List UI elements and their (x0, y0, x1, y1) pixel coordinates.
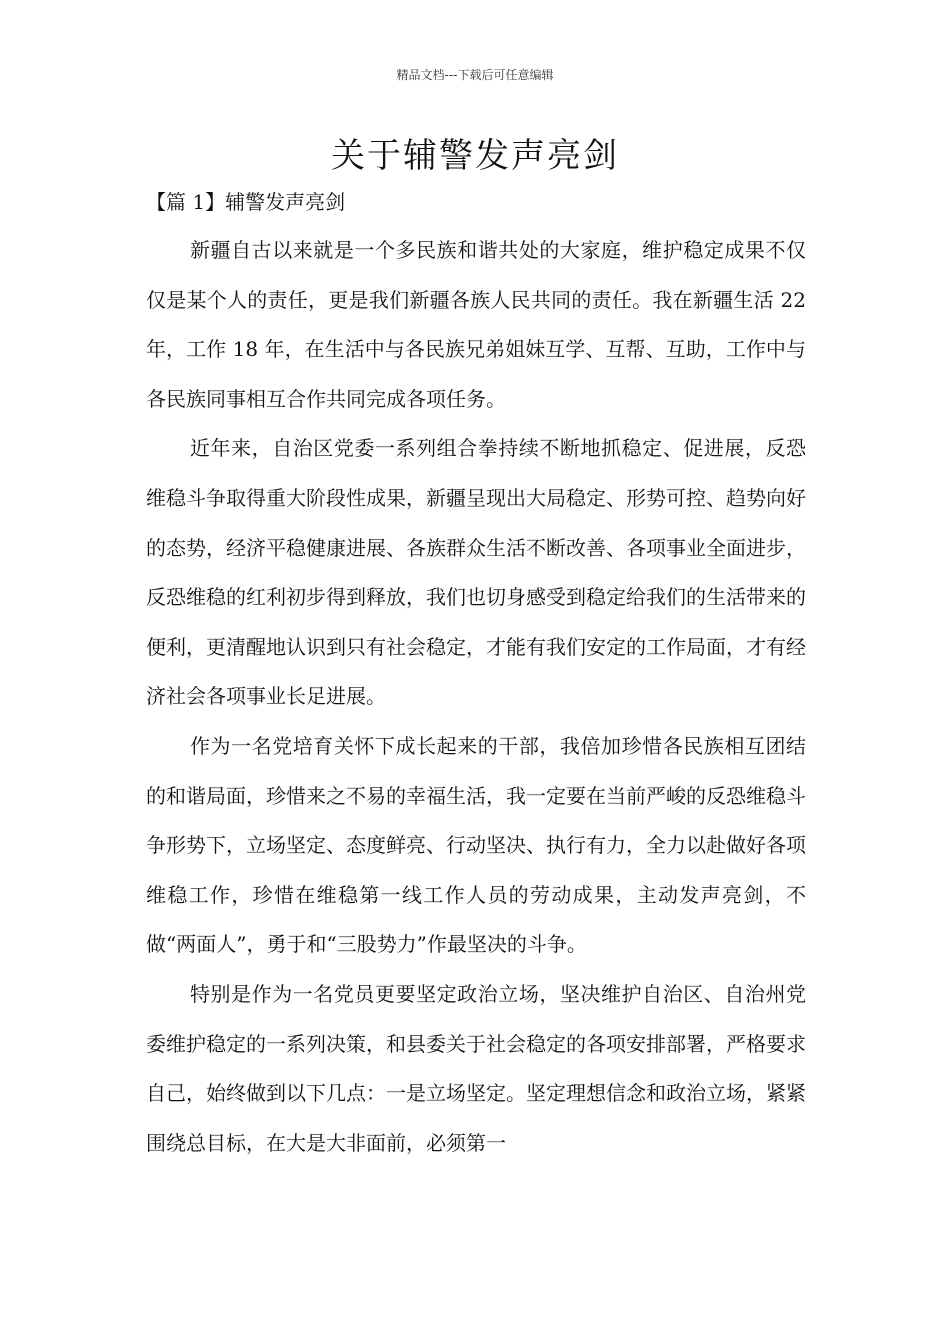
section-heading: 【篇 1】辅警发声亮剑 (146, 190, 346, 214)
paragraph: 作为一名党培育关怀下成长起来的干部，我倍加珍惜各民族相互团结的和谐局面，珍惜来之不易的幸福生活，我一定要在当前严峻的反恐维稳斗争形势下，立场坚定、态度鲜亮、行动坚决、执行有力，全力以赴做好各项维稳工作，珍惜在维稳第一线工作人员的劳动成果，主动发声亮剑，不做“两面人”，勇于和“三股势力”作最坚决的斗争。 (146, 733, 806, 957)
paragraph: 新疆自古以来就是一个多民族和谐共处的大家庭，维护稳定成果不仅仅是某个人的责任，更是我们新疆各族人民共同的责任。我在新疆生活 22 年，工作 18 年，在生活中与各民族兄弟姐妹互学、互帮、互助，工作中与各民族同事相互合作共同完成各项任务。 (146, 238, 806, 411)
paragraph: 特别是作为一名党员更要坚定政治立场，坚决维护自治区、自治州党委维护稳定的一系列决策，和县委关于社会稳定的各项安排部署，严格要求自己，始终做到以下几点：一是立场坚定。坚定理想信念和政治立场，紧紧围绕总目标，在大是大非面前，必须第一 (146, 981, 806, 1155)
paragraph: 近年来，自治区党委一系列组合拳持续不断地抓稳定、促进展，反恐维稳斗争取得重大阶段性成果，新疆呈现出大局稳定、形势可控、趋势向好的态势，经济平稳健康进展、各族群众生活不断改善、各项事业全面进步，反恐维稳的红利初步得到释放，我们也切身感受到稳定给我们的生活带来的便利，更清醒地认识到只有社会稳定，才能有我们安定的工作局面，才有经济社会各项事业长足进展。 (146, 436, 806, 709)
document-body (146, 226, 806, 1168)
document-title: 关于辅警发声亮剑 (331, 136, 619, 176)
page-header-note: 精品文档---下载后可任意编辑 (396, 68, 554, 82)
